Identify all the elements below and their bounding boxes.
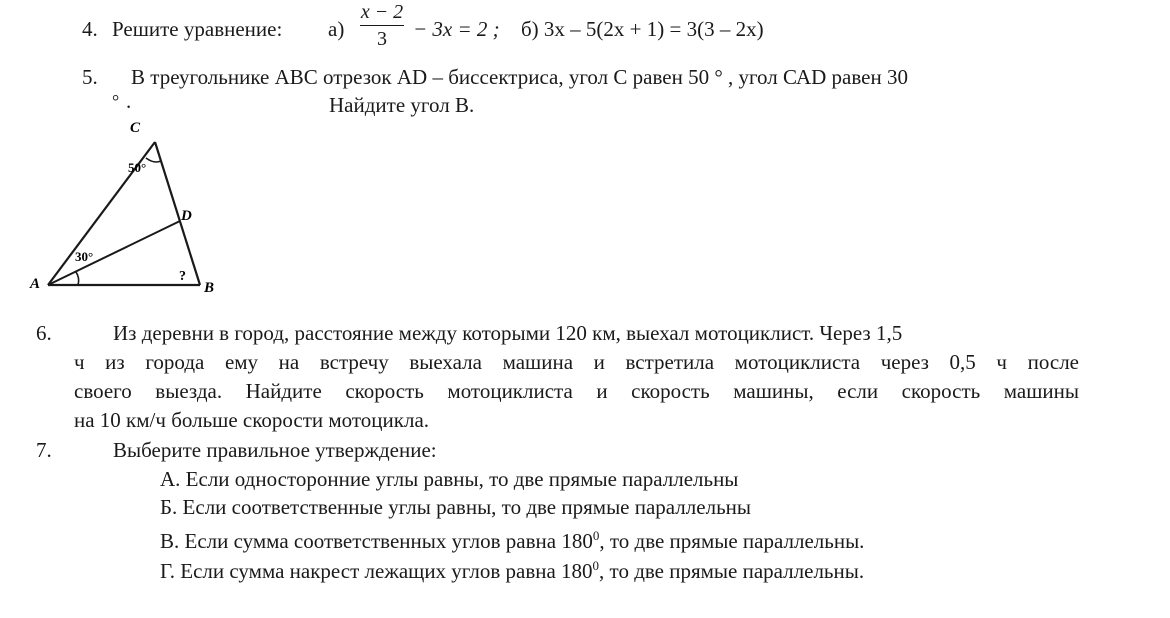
answer-option-c bbox=[160, 523, 864, 554]
problem-4-fraction bbox=[354, 1, 410, 50]
angle-label-C: 50° bbox=[128, 160, 147, 175]
problem-4-number: 4. bbox=[82, 17, 98, 41]
vertex-label-A: A bbox=[30, 276, 41, 292]
answer-option-d bbox=[160, 553, 864, 584]
problem-6-number: 6. bbox=[36, 321, 52, 345]
problem-5-line1: В треугольнике АВС отрезок АD – биссектриса, угол С равен 50 ° , угол САD равен 30 bbox=[131, 65, 908, 89]
answer-option-b bbox=[160, 494, 751, 520]
fraction-bar bbox=[360, 25, 404, 26]
problem-6-line2: ч из города ему на встречу выехала машина и встретила мотоциклиста через 0,5 ч после bbox=[74, 350, 1079, 374]
problem-5-number: 5. bbox=[82, 65, 98, 89]
angle-arc-C bbox=[146, 158, 161, 162]
problem-6-line4: на 10 км/ч больше скорости мотоцикла. bbox=[74, 408, 430, 432]
bisector-AD bbox=[48, 221, 180, 285]
answer-option-c-after: , то две прямые параллельны. bbox=[599, 529, 865, 553]
fraction-denominator: 3 bbox=[377, 28, 387, 50]
answer-option-d-after: , то две прямые параллельны. bbox=[599, 559, 865, 583]
problem-7-number: 7. bbox=[36, 438, 52, 462]
answer-option-a bbox=[160, 466, 738, 492]
answer-option-a-text: А. Если односторонние углы равны, то две прямые параллельны bbox=[160, 467, 739, 491]
vertex-label-D: D bbox=[181, 208, 192, 224]
problem-4-part-a-label: а) bbox=[328, 17, 345, 41]
answer-option-b-text: Б. Если соответственные углы равны, то две прямые параллельны bbox=[160, 495, 751, 519]
problem-4-part-b: б) 3х – 5(2х + 1) = 3(3 – 2х) bbox=[521, 17, 764, 41]
fraction-numerator: x − 2 bbox=[360, 1, 404, 23]
answer-option-c-text: В. Если сумма соответственных углов равна 180 bbox=[160, 529, 593, 553]
vertex-label-C: C bbox=[130, 120, 141, 136]
answer-option-c-sup: 0 bbox=[592, 528, 600, 543]
problem-7-question: Выберите правильное утверждение: bbox=[113, 438, 437, 462]
answer-option-d-sup: 0 bbox=[592, 558, 600, 573]
triangle-figure bbox=[28, 112, 228, 297]
angle-arc-A bbox=[76, 272, 79, 285]
problem-6-line3: своего выезда. Найдите скорость мотоциклиста и скорость машины, если скорость машины bbox=[74, 379, 1079, 403]
problem-5-degree-mark: ° bbox=[112, 91, 120, 111]
problem-5-dot: . bbox=[126, 89, 132, 113]
problem-6-line1: Из деревни в город, расстояние между которыми 120 км, выехал мотоциклист. Через 1,5 bbox=[113, 321, 903, 345]
problem-4-part-a-rest: − 3x = 2 ; bbox=[413, 17, 500, 41]
vertex-label-B: B bbox=[204, 280, 215, 296]
angle-label-B: ? bbox=[179, 269, 186, 284]
angle-label-A: 30° bbox=[75, 249, 94, 264]
problem-4-intro: Решите уравнение: bbox=[112, 17, 283, 41]
problem-5-line2: Найдите угол В. bbox=[329, 93, 475, 117]
side-CB bbox=[155, 142, 200, 285]
answer-option-d-text: Г. Если сумма накрест лежащих углов равна 180 bbox=[160, 559, 593, 583]
